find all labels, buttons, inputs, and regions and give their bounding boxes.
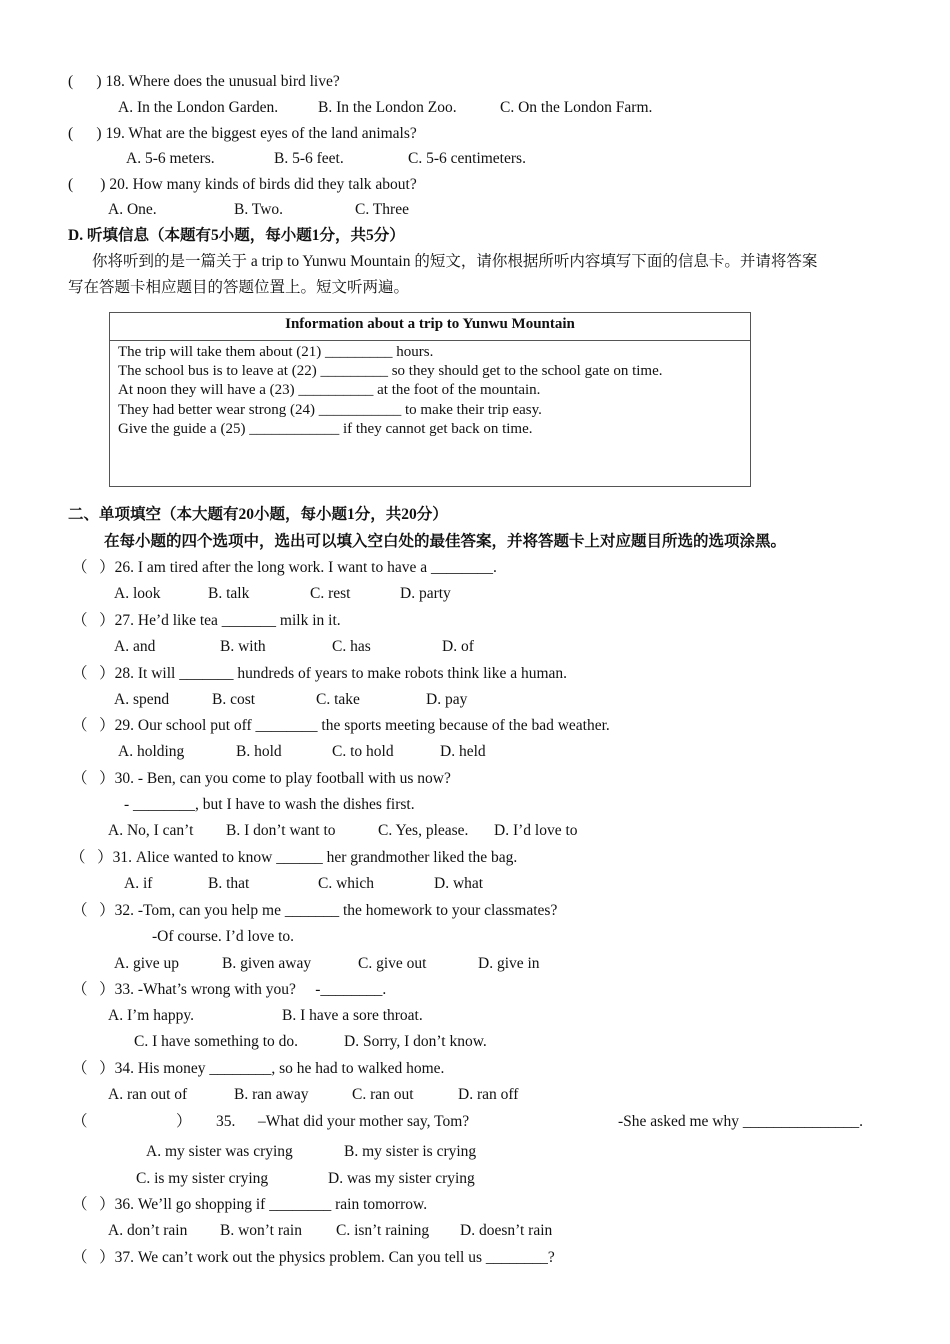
q20-option-b: B. Two. — [234, 201, 284, 218]
q35-stem: –What did your mother say, Tom? — [258, 1113, 470, 1130]
q29-option-d: D. held — [440, 743, 486, 760]
q30-option-c: C. Yes, please. — [378, 822, 469, 839]
q35-option-b: B. my sister is crying — [344, 1143, 477, 1160]
section-d-heading: D. 听填信息（本题有5小题，每小题1分，共5分） — [68, 227, 405, 244]
q34-option-a: A. ran out of — [108, 1086, 188, 1103]
q27-option-a: A. and — [114, 638, 156, 655]
q32-option-a: A. give up — [114, 955, 180, 972]
q27-option-c: C. has — [332, 638, 371, 655]
q27-stem: （ ）27. He’d like tea _______ milk in it. — [72, 612, 341, 629]
q34-option-d: D. ran off — [458, 1086, 519, 1103]
q18-option-b: B. In the London Zoo. — [318, 99, 457, 116]
q29-stem: （ ）29. Our school put off ________ the sports meeting because of the bad weather. — [72, 717, 610, 734]
q33-option-b: B. I have a sore throat. — [282, 1007, 423, 1024]
q35-option-a: A. my sister was crying — [146, 1143, 293, 1160]
section-2-instruction: 在每小题的四个选项中，选出可以填入空白处的最佳答案，并将答题卡上对应题目所选的选项涂黑。 — [104, 533, 787, 550]
info-card — [109, 312, 751, 487]
q30-reply: - ________, but I have to wash the dishes first. — [124, 796, 415, 813]
q32-reply: -Of course. I’d love to. — [152, 928, 295, 945]
q28-option-b: B. cost — [212, 691, 256, 708]
q35-option-d: D. was my sister crying — [328, 1170, 475, 1187]
q30-stem: （ ）30. - Ben, can you come to play football with us now? — [72, 770, 451, 787]
q35-number: 35. — [216, 1113, 236, 1130]
q26-option-a: A. look — [114, 585, 161, 602]
q18-option-c: C. On the London Farm. — [500, 99, 653, 116]
q33-stem: （ ）33. -What’s wrong with you? -________. — [72, 981, 387, 998]
q31-option-c: C. which — [318, 875, 374, 892]
q31-stem: （ ）31. Alice wanted to know ______ her grandmother liked the bag. — [70, 849, 518, 866]
q30-option-d: D. I’d love to — [494, 822, 578, 839]
q26-option-b: B. talk — [208, 585, 250, 602]
q26-option-d: D. party — [400, 585, 451, 602]
q29-option-c: C. to hold — [332, 743, 394, 760]
q36-option-c: C. isn’t raining — [336, 1222, 430, 1239]
info-line-23: At noon they will have a (23) __________ at the foot of the mountain. — [118, 382, 541, 399]
q32-option-d: D. give in — [478, 955, 540, 972]
q18-stem: ( ) 18. Where does the unusual bird live? — [68, 73, 340, 90]
q37-stem: （ ）37. We can’t work out the physics problem. Can you tell us ________? — [72, 1249, 555, 1266]
q30-option-a: A. No, I can’t — [108, 822, 194, 839]
q29-option-b: B. hold — [236, 743, 282, 760]
info-line-22: The school bus is to leave at (22) _________ so they should get to the school gate on time. — [118, 363, 663, 380]
q36-option-b: B. won’t rain — [220, 1222, 302, 1239]
section-d-instruction-cont: 写在答题卡相应题目的答题位置上。短文听两遍。 — [68, 279, 410, 296]
q33-option-a: A. I’m happy. — [108, 1007, 194, 1024]
section-2-heading: 二、单项填空（本大题有20小题，每小题1分，共20分） — [68, 506, 448, 523]
q27-option-b: B. with — [220, 638, 266, 655]
q34-stem: （ ）34. His money ________, so he had to walked home. — [72, 1060, 445, 1077]
q19-option-c: C. 5-6 centimeters. — [408, 150, 526, 167]
q35-paren-close: ） — [176, 1113, 192, 1130]
q28-option-c: C. take — [316, 691, 360, 708]
q26-option-c: C. rest — [310, 585, 351, 602]
q31-option-d: D. what — [434, 875, 484, 892]
q34-option-b: B. ran away — [234, 1086, 309, 1103]
q35-option-c: C. is my sister crying — [136, 1170, 269, 1187]
q35-reply: -She asked me why _______________. — [618, 1113, 863, 1130]
q28-option-a: A. spend — [114, 691, 170, 708]
q32-stem: （ ）32. -Tom, can you help me _______ the homework to your classmates? — [72, 902, 558, 919]
q36-option-d: D. doesn’t rain — [460, 1222, 553, 1239]
q33-option-d: D. Sorry, I don’t know. — [344, 1033, 487, 1050]
q29-option-a: A. holding — [118, 743, 185, 760]
info-card-body — [110, 341, 750, 439]
q28-stem: （ ）28. It will _______ hundreds of years to make robots think like a human. — [72, 665, 568, 682]
q20-option-c: C. Three — [355, 201, 409, 218]
q20-option-a: A. One. — [108, 201, 157, 218]
info-line-24: They had better wear strong (24) ___________ to make their trip easy. — [118, 401, 542, 418]
q32-option-b: B. given away — [222, 955, 312, 972]
q18-option-a: A. In the London Garden. — [118, 99, 279, 116]
q19-option-b: B. 5-6 feet. — [274, 150, 344, 167]
section-d-instruction: 你将听到的是一篇关于 a trip to Yunwu Mountain 的短文，请你根据所听内容填写下面的信息卡。并请将答案 — [92, 253, 818, 270]
q34-option-c: C. ran out — [352, 1086, 414, 1103]
q30-option-b: B. I don’t want to — [226, 822, 336, 839]
q27-option-d: D. of — [442, 638, 474, 655]
q28-option-d: D. pay — [426, 691, 468, 708]
q35-paren-open: （ — [72, 1113, 88, 1130]
info-line-25: Give the guide a (25) ____________ if they cannot get back on time. — [118, 420, 533, 437]
info-line-21: The trip will take them about (21) _________ hours. — [118, 344, 434, 360]
q32-option-c: C. give out — [358, 955, 427, 972]
q36-option-a: A. don’t rain — [108, 1222, 188, 1239]
info-card-title: Information about a trip to Yunwu Mountain — [110, 313, 750, 341]
q19-option-a: A. 5-6 meters. — [126, 150, 215, 167]
q33-option-c: C. I have something to do. — [134, 1033, 299, 1050]
q31-option-b: B. that — [208, 875, 250, 892]
q19-stem: ( ) 19. What are the biggest eyes of the land animals? — [68, 125, 417, 142]
q26-stem: （ ）26. I am tired after the long work. I want to have a ________. — [72, 559, 497, 576]
q20-stem: ( ) 20. How many kinds of birds did they talk about? — [68, 176, 417, 193]
q31-option-a: A. if — [124, 875, 153, 892]
q36-stem: （ ）36. We’ll go shopping if ________ rain tomorrow. — [72, 1196, 428, 1213]
